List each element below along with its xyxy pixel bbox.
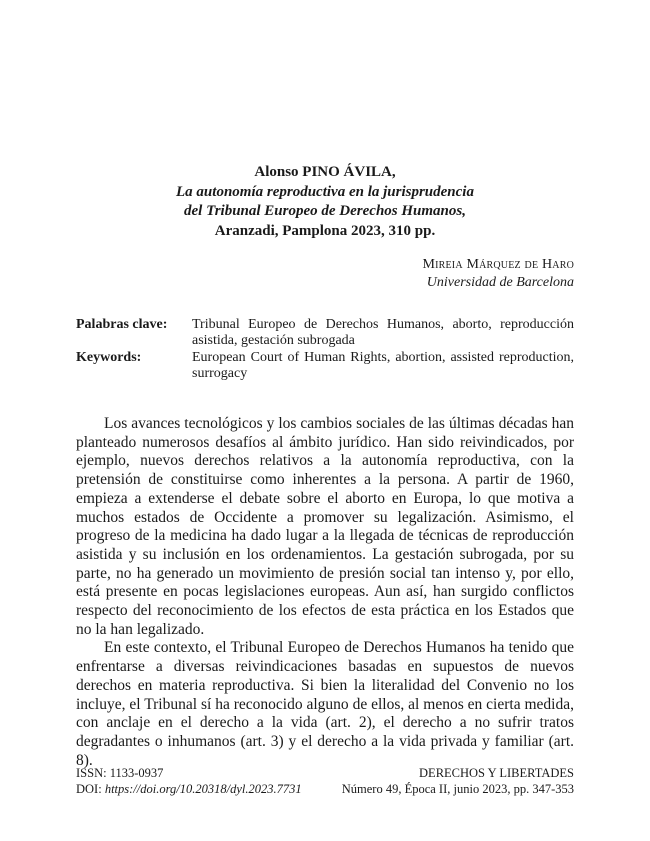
book-publisher: Aranzadi, Pamplona 2023, 310 pp. xyxy=(214,222,436,239)
keywords-row-es xyxy=(76,317,574,349)
keywords-section xyxy=(76,317,574,383)
reviewer-block xyxy=(422,256,574,292)
page-footer xyxy=(76,765,574,797)
book-author: Alonso PINO ÁVILA, xyxy=(254,164,396,180)
review-heading xyxy=(60,163,590,241)
paragraph-1: Los avances tecnológicos y los cambios sociales de las últimas décadas han planteado numerosos desafíos al ámbito jurídico. Han sido reivindicados, por ejemplo, nuevos derechos relativos a la autonomía reproductiva, con la pretensión de constituirse como inherentes a la persona. A partir de 1960, empieza a extenderse el debate sobre el aborto en Europa, lo que motiva a muchos estados de Occidente a promover su legalización. Asimismo, el progreso de la medicina ha dado lugar a la llegada de técnicas de reproducción asistida y su inclusión en los ordenamientos. La gestación subrogada, por su parte, no ha generado un movimiento de presión social tan intenso y, por ello, está presente en pocas legislaciones europeas. Aun así, han surgido conflictos respecto del reconocimiento de los efectos de esta práctica en los Estados que no la han legalizado. xyxy=(76,415,574,638)
keywords-text-es: Tribunal Europeo de Derechos Humanos, aborto, reproducción asistida, gestación subrogada xyxy=(192,317,574,348)
body-text xyxy=(76,415,574,770)
footer-left xyxy=(76,765,302,797)
footer-issue: Número 49, Época II, junio 2023, pp. 347-353 xyxy=(341,782,574,796)
keywords-row-en xyxy=(76,350,574,382)
book-title-line-1: La autonomía reproductiva en la jurisprudencia xyxy=(176,183,474,200)
footer-doi xyxy=(76,781,302,797)
paragraph-2: En este contexto, el Tribunal Europeo de Derechos Humanos ha tenido que enfrentarse a diversas reivindicaciones basadas en supuestos de nuevos derechos en materia reproductiva. Si bien la literalidad del Convenio no los incluye, el Tribunal sí ha reconocido alguno de ellos, al menos en cierta medida, con anclaje en el derecho a la vida (art. 2), el derecho a no sufrir tratos degradantes o inhumanos (art. 3) y el derecho a la vida privada y familiar (art. 8). xyxy=(76,639,574,769)
keywords-label-en: Keywords: xyxy=(76,350,142,365)
keywords-label-es: Palabras clave: xyxy=(76,317,168,332)
footer-issn: ISSN: 1133-0937 xyxy=(76,766,164,780)
reviewer-name: Mireia Márquez de Haro xyxy=(422,257,574,272)
book-title-line-2: del Tribunal Europeo de Derechos Humanos, xyxy=(184,203,466,219)
footer-journal: DERECHOS Y LIBERTADES xyxy=(419,766,574,780)
reviewer-affiliation: Universidad de Barcelona xyxy=(426,275,574,290)
keywords-text-en: European Court of Human Rights, abortion, assisted reproduction, surrogacy xyxy=(192,350,574,381)
footer-doi-link[interactable]: https://doi.org/10.20318/dyl.2023.7731 xyxy=(104,782,302,796)
footer-right xyxy=(342,765,574,797)
footer-doi-label: DOI: xyxy=(76,782,105,796)
